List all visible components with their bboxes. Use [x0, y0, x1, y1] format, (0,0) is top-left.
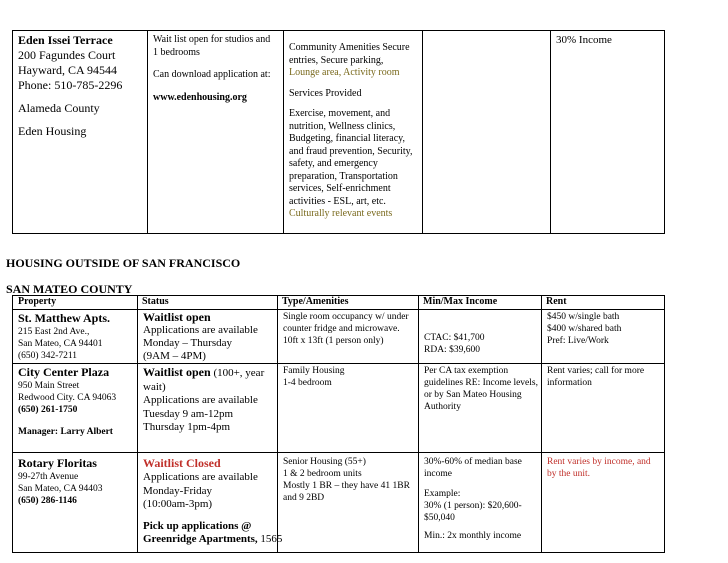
income-line: income [424, 469, 452, 479]
amenities-cell [284, 31, 423, 234]
amenities-highlight: Lounge area, Activity room [289, 67, 400, 78]
property-address-line2: Redwood City. CA 94063 [18, 393, 117, 403]
rent-line: information [547, 378, 592, 388]
example-line: $50,040 [424, 513, 455, 523]
header-status: Status [138, 296, 278, 310]
table-row [13, 31, 665, 234]
status-badge: Waitlist open [143, 365, 211, 379]
property-name: Rotary Floritas [18, 456, 97, 470]
services-line: activities - ESL, art, etc. [289, 195, 386, 207]
status-cell [138, 309, 278, 364]
rent-line: by the unit. [547, 469, 591, 479]
pickup-line: Pick up applications @ [143, 519, 252, 532]
min-income-line: Min.: 2x monthly income [424, 531, 522, 541]
status-note-cont: wait) [143, 380, 166, 393]
income-line: Per CA tax exemption [424, 366, 509, 376]
example-line: 30% (1 person): $20,600- [424, 501, 522, 511]
table-row [13, 309, 665, 364]
status-cell [138, 453, 283, 553]
status-line: Monday-Friday [143, 484, 213, 497]
income-cell [419, 453, 542, 553]
table-row [13, 364, 665, 453]
header-property: Property [13, 296, 138, 310]
rent-line: $400 w/shared bath [547, 323, 622, 334]
section-title: HOUSING OUTSIDE OF SAN FRANCISCO [6, 256, 241, 270]
status-cell [148, 31, 284, 234]
download-text: Can download application at: [153, 69, 271, 80]
status-badge: Waitlist Closed [143, 456, 221, 470]
type-line: Single room occupancy w/ under [283, 311, 409, 322]
income-cell [423, 31, 551, 234]
header-rent: Rent [542, 296, 665, 310]
county-title: SAN MATEO COUNTY [6, 282, 133, 296]
property-name: Eden Issei Terrace [18, 33, 113, 47]
property-county: Alameda County [18, 101, 100, 115]
property-address-line1: 950 Main Street [18, 381, 80, 391]
type-line: 1 & 2 bedroom units [283, 469, 362, 479]
status-badge: Waitlist open [143, 309, 211, 324]
type-cell [278, 309, 419, 364]
type-line: Family Housing [283, 366, 345, 376]
services-highlight: Culturally relevant events [289, 208, 393, 219]
services-line: preparation, Transportation [289, 170, 398, 182]
san-mateo-housing-table [12, 295, 665, 553]
status-line: (9AM – 4PM) [143, 350, 206, 362]
status-line: Applications are available [143, 394, 258, 406]
services-line: services, Self-enrichment [289, 183, 391, 194]
property-cell [13, 31, 148, 234]
eden-housing-table [12, 30, 665, 234]
type-cell [278, 453, 419, 553]
services-line: and fraud prevention, Security, [289, 145, 413, 157]
services-title: Services Provided [289, 87, 362, 99]
income-cell [419, 309, 542, 364]
property-address-line2: Hayward, CA 94544 [18, 63, 117, 77]
property-name: City Center Plaza [18, 365, 110, 379]
status-cell [138, 364, 278, 453]
header-type: Type/Amenities [278, 296, 419, 310]
property-address-line1: 99-27th Avenue [18, 472, 79, 482]
application-url-link[interactable]: www.edenhousing.org [153, 91, 247, 103]
property-manager: Manager: Larry Albert [18, 427, 113, 437]
header-row [13, 296, 665, 310]
property-phone: Phone: 510-785-2296 [18, 78, 123, 92]
type-line: Senior Housing (55+) [283, 457, 366, 467]
property-address-line1: 200 Fagundes Court [18, 48, 116, 62]
property-phone: (650) 286-1146 [18, 496, 77, 506]
property-phone: (650) 261-1750 [18, 405, 78, 415]
rent-cell [551, 31, 665, 234]
type-line: 1-4 bedroom [283, 378, 332, 388]
rent-cell [542, 453, 665, 553]
rent-cell [542, 309, 665, 364]
pickup-number: 1565 [257, 533, 283, 545]
example-line: Example: [424, 489, 461, 499]
status-line: Thursday 1pm-4pm [143, 421, 231, 433]
status-note: (100+, year [210, 367, 265, 379]
rent-line: $450 w/single bath [547, 311, 620, 322]
property-cell [13, 453, 138, 553]
services-line: Budgeting, financial literacy, [289, 133, 405, 144]
status-line: (10:00am-3pm) [143, 498, 213, 510]
status-line: Wait list open for studios and [153, 34, 271, 45]
status-line: 1 bedrooms [153, 46, 200, 58]
rent-line: Rent varies by income, and [547, 457, 651, 467]
property-name: St. Matthew Apts. [18, 310, 110, 325]
pickup-line: Greenridge Apartments, [143, 533, 258, 545]
property-phone: (650) 342-7211 [18, 350, 78, 361]
status-line: Monday – Thursday [143, 337, 233, 349]
income-cell [419, 364, 542, 453]
property-org: Eden Housing [18, 124, 87, 138]
income-line: RDA: $39,600 [424, 344, 480, 355]
income-line: CTAC: $41,700 [424, 332, 485, 343]
services-line: Exercise, movement, and [289, 108, 391, 119]
amenities-line: entries, Secure parking, [289, 54, 384, 66]
income-line: 30%-60% of median base [424, 457, 522, 467]
income-line: or by San Mateo Housing [424, 390, 522, 400]
amenities-line: Community Amenities Secure [289, 42, 410, 53]
type-line: and 9 2BD [283, 493, 325, 503]
header-income: Min/Max Income [419, 296, 542, 310]
table-row [13, 453, 665, 553]
type-line: Mostly 1 BR – they have 41 1BR [283, 481, 410, 491]
property-address-line2: San Mateo, CA 94403 [18, 484, 103, 494]
status-line: Applications are available [143, 471, 258, 483]
rent-value: 30% Income [556, 34, 612, 46]
status-line: Applications are available [143, 324, 258, 336]
property-address-line2: San Mateo, CA 94401 [18, 338, 103, 349]
income-line: guidelines RE: Income levels, [424, 378, 538, 388]
income-line: Authority [424, 402, 461, 412]
type-cell [278, 364, 419, 453]
services-line: safety, and emergency [289, 158, 378, 169]
services-line: nutrition, Wellness clinics, [289, 120, 396, 132]
type-line: counter fridge and microwave. [283, 323, 400, 334]
status-line: Tuesday 9 am-12pm [143, 407, 234, 420]
property-cell [13, 309, 138, 364]
type-line: 10ft x 13ft (1 person only) [283, 335, 384, 346]
rent-cell [542, 364, 665, 453]
rent-line: Pref: Live/Work [547, 335, 609, 346]
rent-line: Rent varies; call for more [547, 366, 645, 376]
property-address-line1: 215 East 2nd Ave., [18, 326, 90, 337]
property-cell [13, 364, 138, 453]
